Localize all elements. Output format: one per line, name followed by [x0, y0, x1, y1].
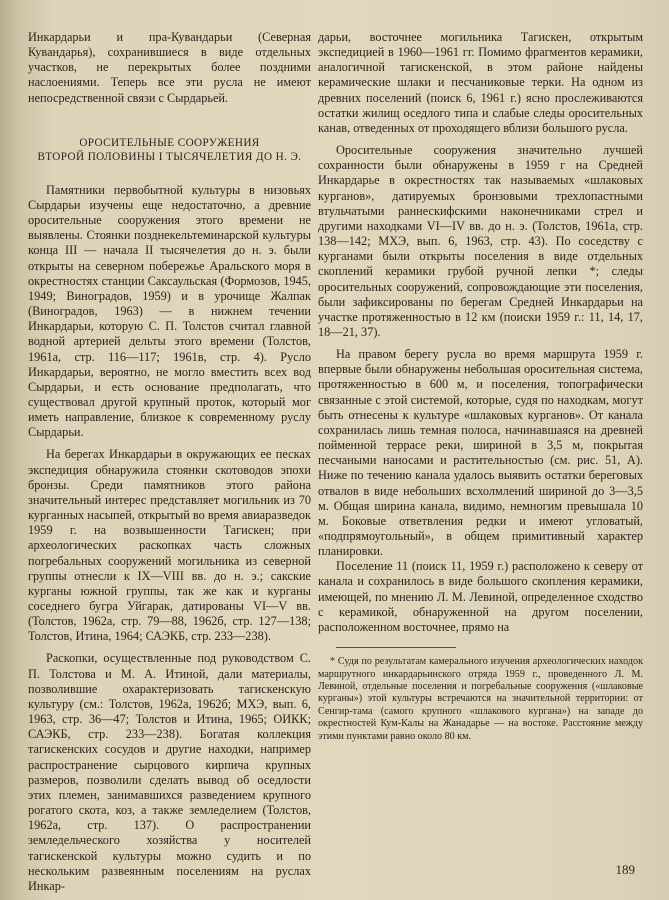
- paragraph: дарьи, восточнее могильника Тагискен, открытым экспедицией в 1960—1961 гг. Помимо фрагментов керамики, аналогичной тагискенской, в этом районе найдены керамические шлаки и песчаниковые терки. На одном из древних поселений (поиск 6, 1961 г.) ясно прослеживаются остатки жилищ оседлого типа и слабые следы оросительных канав, отведенных от проходящего вблизи большого русла.: [318, 30, 643, 135]
- page-number: 189: [615, 862, 635, 877]
- footnote: [318, 656, 643, 743]
- footnote-divider: [336, 647, 456, 648]
- right-column: [318, 30, 643, 743]
- paragraph: Памятники первобытной культуры в низовьях Сырдарьи изучены еще недостаточно, а древние оросительные сооружения этого времени не выявлены. Стоянки позднекельтеминарской культуры конца III — начала II тысячелетия до н. э. были открыты на северном побережье Аральского моря в окрестностях станции Саксаульская (Формозов, 1945, 1949; Виноградов, 1959) и в урочище Жалпак (Виноградов, 1963) — в нижнем течении Инкардарьи, которую С. П. Толстов считал главной водной артерией дельты этого времени (Толстов, 1961а, стр. 116—117; 1961в, стр. 4). Русло Инкардарьи, вероятно, не могло вместить всех вод Сырдарьи, и есть основание предполагать, что существовал другой крупный проток, который мог иметь направление, близкое к современному руслу Сырдарьи.: [28, 182, 311, 440]
- paragraph: Раскопки, осуществленные под руководством С. П. Толстова и М. А. Итиной, дали материалы, позволившие охарактеризовать тагискенскую культуру (см.: Толстов, 1962а, 1962б; МХЭ, вып. 6, 1963, стр. 36—47; Толстов и Итина, 1965; ОИКК; САЭКБ, стр. 233—238). Богатая коллекция тагискенских сосудов и другие находки, например распространение сырцового кирпича крупных размеров, позволили сделать вывод об оседлости этих племен, занимавшихся разведением крупного рогатого скота, коз, а также земледелием (Толстов, 1962а, стр. 137). О распространении земледельческого хозяйства у носителей тагискенской культуры можно судить и по нескольким развеянным поселениям на руслах Инкар-: [28, 651, 311, 893]
- heading-line: ОРОСИТЕЛЬНЫЕ СООРУЖЕНИЯ: [79, 136, 260, 149]
- paragraph: На правом берегу русла во время маршрута 1959 г. впервые были обнаружены небольшая оросительная система, протяженностью в 600 м, и поселения, топографически связанные с этой системой, которые, судя по находкам, могут быть отнесены к культуре «шлаковых курганов». От канала сохранилась лишь темная полоса, начинавшаяся на древней пойменной террасе реки, шириной в 3,5 м, покрытая песчаными наносами и растительностью (см. рис. 51, А). Ниже по течению канала удалось выявить остатки береговых отвалов в виде небольших всхолмлений шириной до 3—3,5 м. Общая ширина канала, видимо, немногим превышала 10 м. Боковые ответвления редки и имеют угловатый, «подпрямоугольный», в общем примитивный характер планировки.: [318, 347, 643, 559]
- paragraph: Оросительные сооружения значительно лучшей сохранности были обнаружены в 1959 г на Средней Инкардарье в окрестностях так называемых «шлаковых курганов», датируемых бронзовыми трехлопастными втульчатыми раннескифскими наконечниками стрел и другими находками VI—IV вв. до н. э. (Толстов, 1961а, стр. 138—142; МХЭ, вып. 6, 1963, стр. 43). По соседству с курганами были открыты поселения в виде отдельных скоплений керамики грубой ручной лепки *; следы оросительных сооружений, сопровождающие эти поселения, были зафиксированы по берегам Средней Инкардарьи на участке протяженностью в 12 км (поиски 1959 г.: 11, 14, 17, 18—21, 37).: [318, 143, 643, 339]
- section-heading: [28, 136, 311, 165]
- left-column: [28, 30, 311, 894]
- paragraph: Поселение 11 (поиск 11, 1959 г.) расположено к северу от канала и сохранилось в виде большого скопления керамики, имеющей, по мнению Л. М. Левиной, определенное сходство с керамикой, обнаруженной на другом поселении, расположенном восточнее, прямо на: [318, 559, 643, 634]
- heading-line: ВТОРОЙ ПОЛОВИНЫ I ТЫСЯЧЕЛЕТИЯ ДО Н. Э.: [37, 151, 302, 164]
- footnote-text: * Судя по результатам камерального изучения археологических находок маршрутного инкардарьинского отряда 1959 г., проведенного Л. М. Левиной, отдельные поселения и погребальные сооружения («шлаковые курганы») этой культуры встречаются на значительной территории: от Сенгир-тама (самого крупного «шлакового кургана») на западе до окрестностей Кум-Калы на Жанадарье — на востоке. Расстояние между этими пунктами равно около 80 км.: [318, 656, 643, 742]
- paragraph: Инкардарьи и пра-Кувандарьи (Северная Кувандарья), сохранившиеся в виде отдельных участков, не перекрытых более поздними наслоениями. Теперь все эти русла не имеют непосредственной связи с Сырдарьей.: [28, 30, 311, 105]
- paragraph: На берегах Инкардарьи в окружающих ее песках экспедиция обнаружила стоянки скотоводов эпохи бронзы. Среди памятников этого района значительный интерес представляет могильник из 70 курганных насыпей, открытый во время авиаразведок 1959 г. на возвышенности Тагискен; при археологических раскопках часть сложных погребальных сооружений могильника из северной группы отнесли к IX—VIII вв. до н. э.; сакские курганы южной группы, так же как и курганы соседнего бугра Уйгарак, датированы VI—V вв. (Толстов, 1962а, стр. 79—88, 1962б, стр. 127—138; Толстов, Итина, 1964; САЭКБ, стр. 233—238).: [28, 447, 311, 644]
